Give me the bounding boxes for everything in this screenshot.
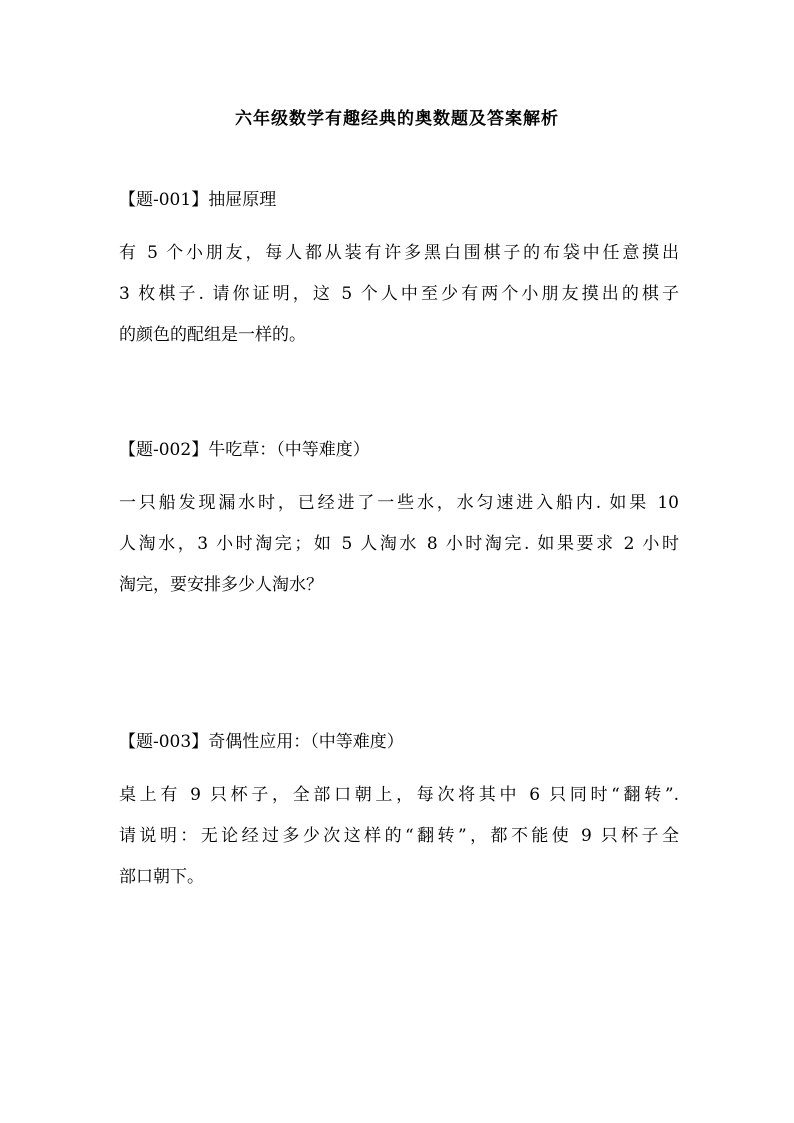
- document-title: 六年级数学有趣经典的奥数题及答案解析: [235, 109, 559, 129]
- problem-text-line: 3 枚棋子. 请你证明，这 5 个人中至少有两个小朋友摸出的棋子: [119, 284, 679, 304]
- problem-text-line: 淘完，要安排多少人淘水？: [119, 575, 323, 595]
- problem-text: [119, 233, 679, 356]
- problem-heading: 【题-002】牛吃草：（中等难度）: [119, 440, 370, 460]
- problem-text-line: 部口朝下。: [119, 867, 204, 887]
- problem-text-line: 有 5 个小朋友，每人都从装有许多黑白围棋子的布袋中任意摸出: [119, 243, 679, 263]
- problem-text: [119, 775, 679, 898]
- problem-text-line: 请说明：无论经过多少次这样的“翻转”，都不能使 9 只杯子全: [119, 826, 679, 846]
- problem-text-line: 人淘水，3 小时淘完；如 5 人淘水 8 小时淘完. 如果要求 2 小时: [119, 534, 679, 554]
- problem-text-line: 的颜色的配组是一样的。: [119, 325, 306, 345]
- problem-003: [119, 731, 679, 898]
- problem-text-line: 一只船发现漏水时，已经进了一些水，水匀速进入船内. 如果 10: [119, 493, 679, 513]
- problem-001: [119, 189, 679, 356]
- problem-text: [119, 483, 679, 606]
- problem-002: [119, 439, 679, 606]
- problem-heading: 【题-001】抽屉原理: [119, 190, 277, 210]
- problem-heading: 【题-003】奇偶性应用：（中等难度）: [119, 732, 404, 752]
- problem-text-line: 桌上有 9 只杯子，全部口朝上，每次将其中 6 只同时“翻转”.: [119, 785, 679, 805]
